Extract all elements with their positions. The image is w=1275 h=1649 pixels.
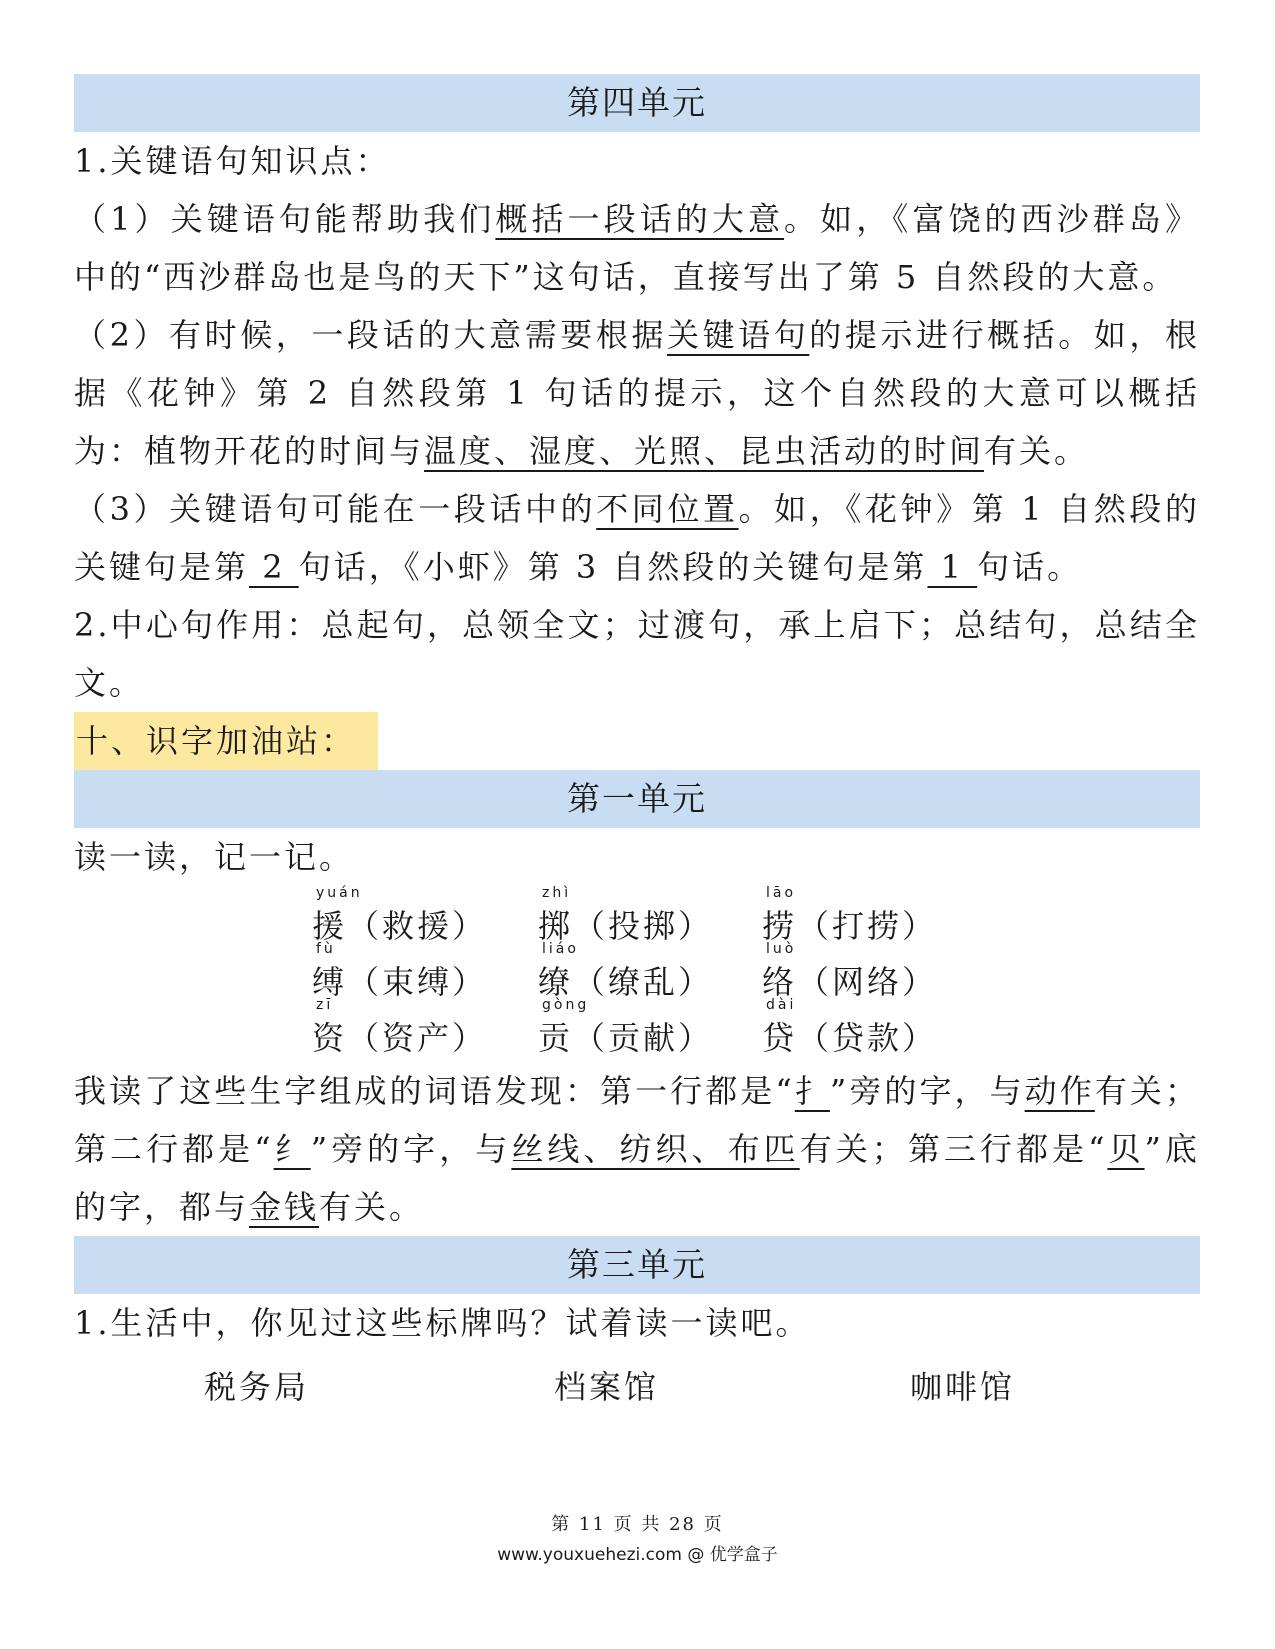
text: 有关；第三行都是“ (799, 1130, 1108, 1168)
pinyin: liáo (542, 941, 579, 957)
unit3-title-bar: 第三单元 (74, 1236, 1200, 1294)
underlined-answer: 关键语句 (667, 316, 810, 354)
text: ”旁的字，与 (829, 1072, 1025, 1110)
char-item (538, 997, 714, 1058)
sign-list (74, 1362, 1200, 1422)
page-content (74, 74, 1200, 1422)
text: 句话。 (977, 548, 1083, 586)
char-word: 资（资产） (312, 1019, 488, 1057)
page-number: 第 11 页 共 28 页 (551, 1514, 724, 1535)
unit4-heading-1: 1.关键语句知识点： (74, 142, 391, 180)
text: （3）关键语句可能在一段话中的 (74, 490, 597, 528)
underlined-answer: 2 (249, 548, 299, 586)
unit4-point-1 (74, 190, 1200, 306)
unit1-finding (74, 1062, 1200, 1236)
site-watermark: www.youxuehezi.com @ 优学盒子 (497, 1545, 778, 1565)
character-grid (74, 885, 1200, 1062)
text: ”旁的字，与 (310, 1130, 512, 1168)
char-word: 贡（贡献） (538, 1019, 714, 1057)
char-item (762, 941, 938, 1002)
text: 有关。 (319, 1188, 425, 1226)
underlined-answer: 金钱 (249, 1188, 320, 1226)
unit4-point-2 (74, 306, 1200, 480)
text: （2）有时候，一段话的大意需要根据 (74, 316, 668, 354)
underlined-answer: 扌 (794, 1072, 830, 1110)
sign-item: 档案馆 (554, 1368, 660, 1406)
pinyin: luò (766, 941, 797, 957)
char-item (312, 997, 488, 1058)
text: 。如，《花钟》第 1 自然段的关键句是第 (74, 490, 1200, 586)
char-item (762, 997, 938, 1058)
underlined-answer: 丝线、纺织、布匹 (511, 1130, 800, 1168)
text: ”底的字，都与 (74, 1130, 1200, 1226)
underlined-answer: 纟 (273, 1130, 311, 1168)
section-10-title: 十、识字加油站： (74, 712, 378, 770)
pinyin: yuán (316, 885, 363, 901)
text: 的提示进行概括。如，根据《花钟》第 2 自然段第 1 句话的提示，这个自然段的大意可以概括为：植物开花的时间与 (74, 316, 1200, 470)
underlined-answer: 1 (927, 548, 978, 586)
char-word: 贷（贷款） (762, 1019, 938, 1057)
char-item (538, 885, 714, 946)
pinyin: fù (316, 941, 336, 957)
char-word: 捞（打捞） (762, 907, 938, 945)
unit1-intro: 读一读，记一记。 (74, 838, 355, 876)
text: 我读了这些生字组成的词语发现：第一行都是“ (74, 1072, 795, 1110)
pinyin: dài (766, 997, 797, 1013)
char-word: 络（网络） (762, 963, 938, 1001)
pinyin: zhì (542, 885, 572, 901)
text: 有关。 (984, 432, 1090, 470)
sign-item: 税务局 (204, 1368, 310, 1406)
underlined-answer: 温度、湿度、光照、昆虫活动的时间 (424, 432, 985, 470)
char-word: 援（救援） (312, 907, 488, 945)
unit4-heading-2: 2.中心句作用：总起句，总领全文；过渡句，承上启下；总结句，总结全文。 (74, 606, 1200, 702)
text: 。如，《富饶的西沙群岛》中的“西沙群岛也是鸟的天下”这句话，直接写出了第 5 自然段的大意。 (74, 200, 1200, 296)
text: （1）关键语句能帮助我们 (74, 200, 496, 238)
pinyin: lāo (766, 885, 797, 901)
underlined-answer: 贝 (1107, 1130, 1145, 1168)
section-10-heading (74, 712, 1200, 770)
char-item (762, 885, 938, 946)
char-item (312, 941, 488, 1002)
underlined-answer: 不同位置 (596, 490, 739, 528)
underlined-answer: 动作 (1024, 1072, 1095, 1110)
char-word: 掷（投掷） (538, 907, 714, 945)
unit4-title-bar: 第四单元 (74, 74, 1200, 132)
char-word: 缚（束缚） (312, 963, 488, 1001)
unit4-point-3 (74, 480, 1200, 596)
pinyin: zī (316, 997, 334, 1013)
sign-item: 咖啡馆 (910, 1368, 1016, 1406)
char-word: 缭（缭乱） (538, 963, 714, 1001)
text: 句话，《小虾》第 3 自然段的关键句是第 (298, 548, 928, 586)
underlined-answer: 概括一段话的大意 (495, 200, 785, 238)
pinyin: gòng (542, 997, 590, 1013)
unit3-question-1: 1.生活中，你见过这些标牌吗？试着读一读吧。 (74, 1304, 811, 1342)
char-item (312, 885, 488, 946)
char-item (538, 941, 714, 1002)
unit1-title-bar: 第一单元 (74, 770, 1200, 828)
text: 有关；第二行都是“ (74, 1072, 1200, 1168)
